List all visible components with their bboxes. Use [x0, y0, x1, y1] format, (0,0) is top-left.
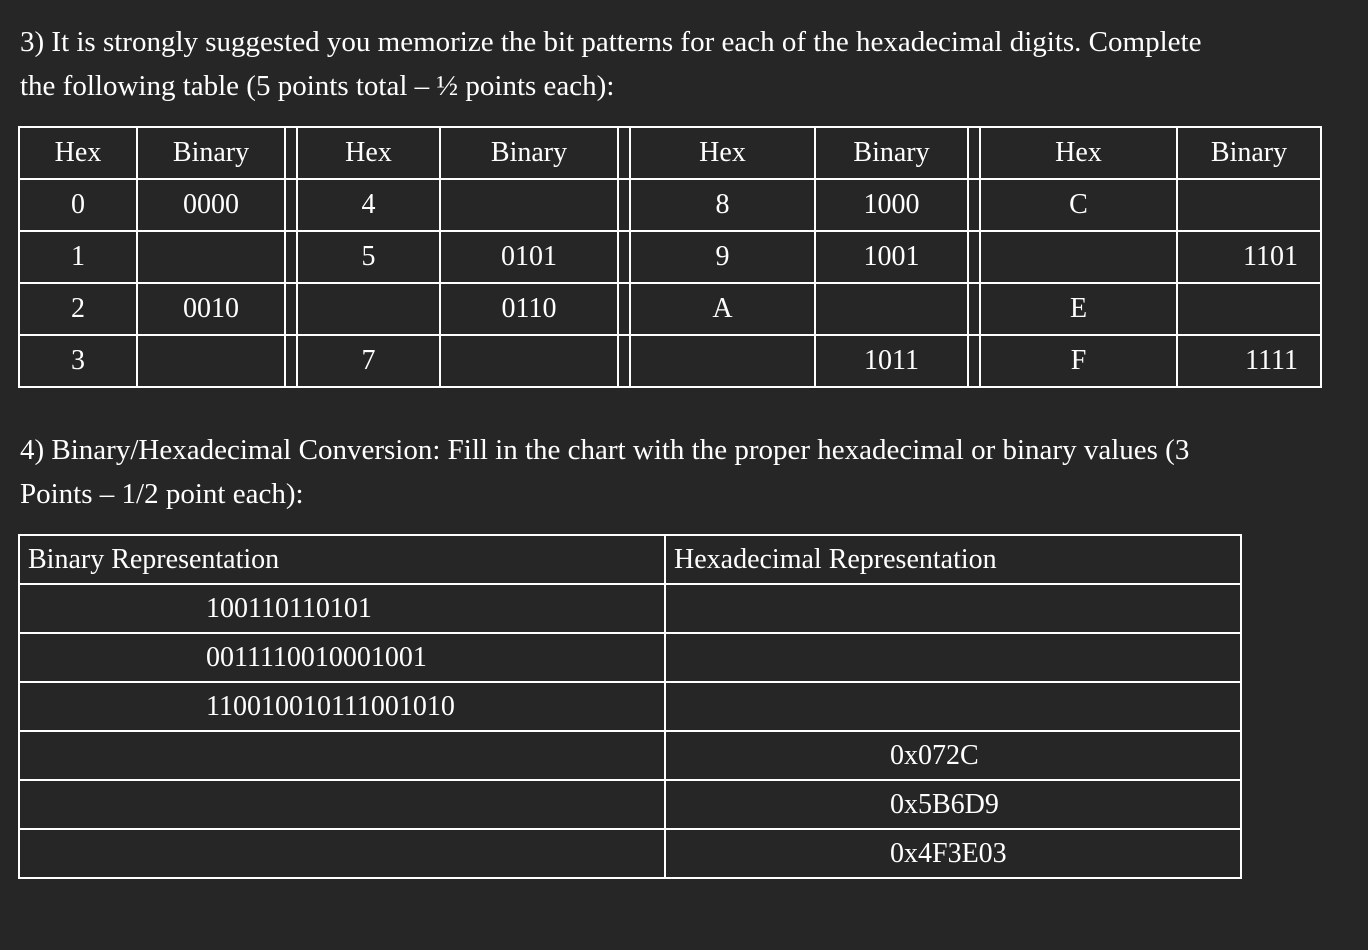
table-separator — [618, 283, 630, 335]
binary-cell: 0010 — [137, 283, 285, 335]
binary-column-header: Binary — [137, 127, 285, 179]
hexadecimal-representation-header: Hexadecimal Representation — [665, 535, 1241, 584]
hex-value-cell: 0x4F3E03 — [665, 829, 1241, 878]
hex-table-row — [19, 335, 1321, 387]
conversion-row — [19, 829, 1241, 878]
table-separator — [968, 127, 980, 179]
hex-table-row — [19, 231, 1321, 283]
binary-cell — [815, 283, 968, 335]
binary-cell: 1101 — [1177, 231, 1321, 283]
hex-value-cell: 0x072C — [665, 731, 1241, 780]
table-separator — [285, 127, 297, 179]
question-3-text — [20, 20, 1201, 108]
hex-table-row — [19, 283, 1321, 335]
hex-cell: 8 — [630, 179, 815, 231]
hex-cell — [980, 231, 1177, 283]
binary-value-cell — [19, 780, 665, 829]
hex-column-header: Hex — [630, 127, 815, 179]
binary-value-cell: 100110110101 — [19, 584, 665, 633]
binary-cell — [137, 231, 285, 283]
binary-value-cell: 0011110010001001 — [19, 633, 665, 682]
table-separator — [968, 283, 980, 335]
hex-cell: 3 — [19, 335, 137, 387]
hex-cell: 0 — [19, 179, 137, 231]
binary-cell: 0000 — [137, 179, 285, 231]
binary-column-header: Binary — [440, 127, 618, 179]
binary-cell: 1111 — [1177, 335, 1321, 387]
binary-cell: 1001 — [815, 231, 968, 283]
binary-value-cell — [19, 731, 665, 780]
conversion-row — [19, 584, 1241, 633]
question-3-line-1: 3) It is strongly suggested you memorize the bit patterns for each of the hexadecimal digits. Complete — [20, 26, 1202, 58]
question-4-text — [20, 428, 1189, 516]
question-4-line-1: 4) Binary/Hexadecimal Conversion: Fill in the chart with the proper hexadecimal or binary values (3 — [20, 434, 1190, 466]
hex-value-cell — [665, 584, 1241, 633]
conversion-row — [19, 731, 1241, 780]
hex-binary-table — [18, 126, 1322, 388]
hex-cell: 5 — [297, 231, 440, 283]
table-separator — [968, 179, 980, 231]
table-separator — [968, 335, 980, 387]
binary-value-cell — [19, 829, 665, 878]
binary-cell — [1177, 179, 1321, 231]
hex-value-cell: 0x5B6D9 — [665, 780, 1241, 829]
conversion-row — [19, 780, 1241, 829]
hex-cell — [297, 283, 440, 335]
table-separator — [285, 179, 297, 231]
binary-cell — [440, 179, 618, 231]
table-separator — [968, 231, 980, 283]
binary-cell — [440, 335, 618, 387]
question-4-line-2: Points – 1/2 point each): — [20, 478, 304, 510]
hex-cell: 4 — [297, 179, 440, 231]
binary-cell: 0101 — [440, 231, 618, 283]
binary-cell — [137, 335, 285, 387]
binary-cell: 1011 — [815, 335, 968, 387]
table-separator — [618, 231, 630, 283]
table-separator — [618, 127, 630, 179]
binary-representation-header: Binary Representation — [19, 535, 665, 584]
hex-cell: 2 — [19, 283, 137, 335]
binary-column-header: Binary — [815, 127, 968, 179]
hex-cell: 9 — [630, 231, 815, 283]
conversion-header-row — [19, 535, 1241, 584]
hex-value-cell — [665, 682, 1241, 731]
binary-cell: 1000 — [815, 179, 968, 231]
table-separator — [618, 335, 630, 387]
hex-column-header: Hex — [297, 127, 440, 179]
hex-cell: F — [980, 335, 1177, 387]
hex-column-header: Hex — [19, 127, 137, 179]
hex-column-header: Hex — [980, 127, 1177, 179]
hex-cell: C — [980, 179, 1177, 231]
conversion-table — [18, 534, 1242, 879]
hex-cell: E — [980, 283, 1177, 335]
hex-table-row — [19, 179, 1321, 231]
table-separator — [285, 231, 297, 283]
binary-column-header: Binary — [1177, 127, 1321, 179]
question-3-line-2: the following table (5 points total – ½ points each): — [20, 70, 615, 102]
hex-cell: 7 — [297, 335, 440, 387]
hex-value-cell — [665, 633, 1241, 682]
table-separator — [285, 335, 297, 387]
binary-cell: 0110 — [440, 283, 618, 335]
hex-cell: A — [630, 283, 815, 335]
binary-cell — [1177, 283, 1321, 335]
binary-value-cell: 110010010111001010 — [19, 682, 665, 731]
table-separator — [618, 179, 630, 231]
hex-table-header-row — [19, 127, 1321, 179]
hex-cell: 1 — [19, 231, 137, 283]
hex-cell — [630, 335, 815, 387]
table-separator — [285, 283, 297, 335]
conversion-row — [19, 633, 1241, 682]
conversion-row — [19, 682, 1241, 731]
